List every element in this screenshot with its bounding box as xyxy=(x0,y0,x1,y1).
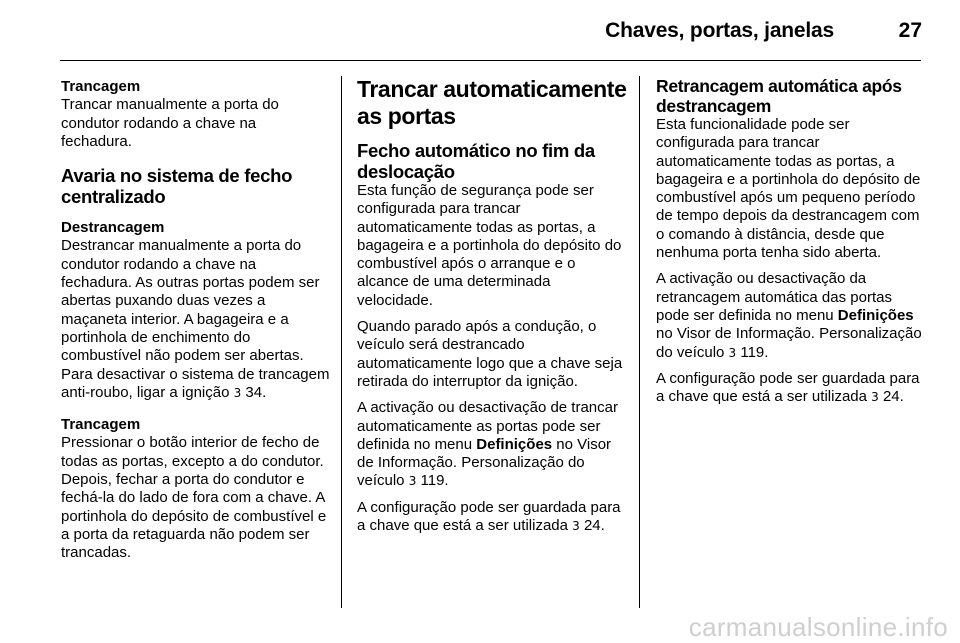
activacao-text-b: no Visor de Informação. Personalização do veículo xyxy=(656,325,922,361)
watermark: carmanualsonline.info xyxy=(688,612,948,642)
column-divider-1 xyxy=(341,76,342,608)
column-3 xyxy=(656,76,926,414)
menu-definicoes: Definições xyxy=(837,306,914,324)
page-ref[interactable]: 119. xyxy=(736,343,769,361)
page-ref[interactable]: 119. xyxy=(416,472,449,490)
column-1 xyxy=(61,78,331,571)
page-ref-arrow-icon: 3 xyxy=(871,390,879,405)
page-ref[interactable]: 24. xyxy=(579,517,605,535)
paragraph-destrancagem xyxy=(61,219,331,402)
page-number: 27 xyxy=(898,19,922,42)
paragraph-configuracao xyxy=(357,499,629,536)
column-divider-2 xyxy=(639,76,640,608)
label-trancagem-2: Trancagem xyxy=(61,416,141,434)
label-trancagem: Trancagem xyxy=(61,78,141,95)
header-rule xyxy=(60,60,921,61)
activacao-text-a: A activação ou desactivação de trancar automaticamente as portas pode ser definida no menu xyxy=(357,399,618,453)
text-trancagem-2: Pressionar o botão interior de fecho de todas as portas, excepto a do condutor. Depois, fechar a porta do condutor e fechá-la do lado de fora com a chave. A portinhola do depósito de combustível e a porta da retaguarda não podem ser trancadas. xyxy=(61,434,327,562)
page-ref-arrow-icon: 3 xyxy=(728,345,737,360)
heading-avaria: Avaria no sistema de fecho centralizado xyxy=(61,165,293,208)
paragraph-activacao-retrancagem xyxy=(656,270,926,361)
label-destrancagem: Destrancagem xyxy=(61,219,165,237)
page-ref[interactable]: 24. xyxy=(878,388,904,406)
page-ref[interactable]: 34. xyxy=(241,383,267,401)
configuracao-text: A configuração pode ser guardada para a chave que está a ser utilizada xyxy=(656,369,920,406)
column-2 xyxy=(357,76,629,543)
paragraph-trancagem-manual xyxy=(61,78,331,151)
paragraph-funcionalidade: Esta funcionalidade pode ser configurada para trancar automaticamente todas as portas, a bagageira e a portinhola do depósito de combustível após um pequeno período de tempo depois da destrancagem com o comando à distância, desde que nenhuma porta tenha sido aberta. xyxy=(656,116,921,262)
paragraph-funcao-seguranca: Esta função de segurança pode ser configurada para trancar automaticamente todas as portas, a bagageira e a portinhola do depósito do combustível após o arranque e o alcance de uma determinada velocidade. xyxy=(357,182,622,309)
heading-fecho-automatico: Fecho automático no fim da deslocação xyxy=(357,140,595,182)
heading-trancar-automaticamente: Trancar automaticamente as portas xyxy=(357,76,627,129)
configuracao-text: A configuração pode ser guardada para a chave que está a ser utilizada xyxy=(357,498,621,535)
menu-definicoes: Definições xyxy=(476,435,553,453)
chapter-title: Chaves, portas, janelas xyxy=(605,19,834,42)
paragraph-trancagem-botao xyxy=(61,416,331,562)
activacao-text-b: no Visor de Informação. Personalização do veículo xyxy=(357,435,612,490)
activacao-text-a: A activação ou desactivação da retrancagem automática das portas pode ser definida no menu xyxy=(656,270,892,324)
text-trancagem: Trancar manualmente a porta do condutor rodando a chave na fechadura. xyxy=(61,96,279,150)
page-ref-arrow-icon: 3 xyxy=(408,474,417,489)
text-destrancagem: Destrancar manualmente a porta do condutor rodando a chave na fechadura. As outras portas podem ser abertas puxando duas vezes a maçaneta interior. A bagageira e a portinhola de enchimento do combustível não podem ser abertas. Para desactivar o sistema de trancagem anti-roubo, ligar a ignição xyxy=(61,237,330,401)
heading-retrancagem: Retrancagem automática após destrancagem xyxy=(656,76,902,116)
page-header xyxy=(0,0,960,62)
page-ref-arrow-icon: 3 xyxy=(572,519,580,534)
paragraph-configuracao-chave xyxy=(656,370,926,407)
paragraph-parado: Quando parado após a condução, o veículo será destrancado automaticamente logo que a chave seja retirada do interruptor da ignição. xyxy=(357,318,623,390)
page-ref-arrow-icon: 3 xyxy=(233,385,242,400)
paragraph-activacao xyxy=(357,399,629,490)
